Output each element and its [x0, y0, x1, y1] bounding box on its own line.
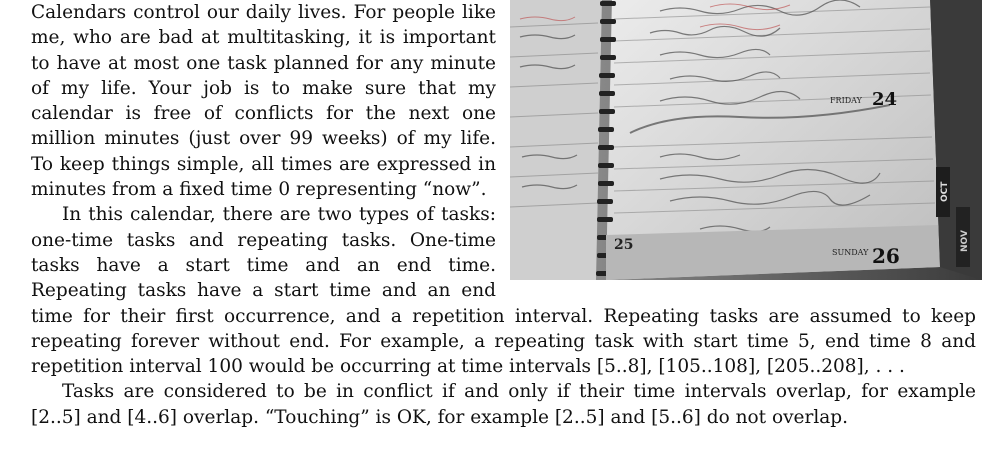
friday-label: FRIDAY [830, 96, 862, 105]
friday-day: 24 [872, 89, 898, 110]
sunday-label: SUNDAY [832, 248, 869, 257]
calendar-photo [510, 0, 982, 280]
paragraph-intro: Calendars control our daily lives. For people like me, who are bad at multitasking, it is important to have at most one task planned for any minute of my life. Your job is to make sure that my calendar is free of conflicts for the next one million minutes (just over 99 weeks) of my life. To keep things simple, all times are expressed in minutes from a fixed time 0 representing “now”. [31, 2, 496, 201]
side-tab-nov: NOV [960, 230, 970, 252]
sunday-day: 26 [872, 244, 900, 268]
paragraph-task-types: In this calendar, there are two types of tasks: one-time tasks and repeating tasks. One-time tasks have a start time and an end time. Repeating tasks have a start time and an end time for their first occurrence, and a repetition interval. Repeating tasks are assumed to keep repeating forever without end. For example, a repeating task with start time 5, end time 8 and repetition interval 100 would be occurring at time intervals [5..8], [105..108], [205..208], . . . [31, 204, 976, 378]
paragraph-conflicts: Tasks are considered to be in conflict if and only if their time intervals overlap, for example [2..5] and [4..6] overlap. “Touching” is OK, for example [2..5] and [5..6] do not overlap. [31, 381, 976, 428]
side-tab-oct: OCT [940, 181, 950, 202]
problem-statement [31, 0, 976, 430]
saturday-day: 25 [614, 237, 634, 253]
